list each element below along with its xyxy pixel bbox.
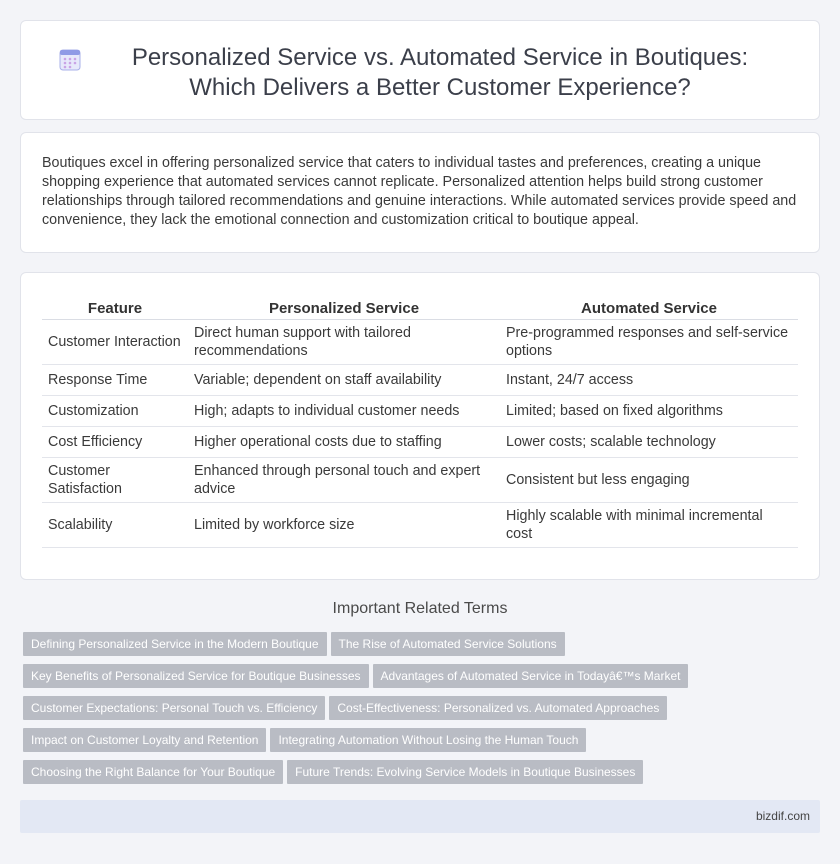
table-cell: Higher operational costs due to staffing — [188, 426, 500, 457]
table-cell: Pre-programmed responses and self-service options — [500, 319, 798, 364]
comparison-card — [20, 272, 820, 580]
table-cell: Customer Satisfaction — [42, 457, 188, 502]
table-cell: Limited; based on fixed algorithms — [500, 395, 798, 426]
footer-bar — [20, 800, 820, 833]
table-cell: Enhanced through personal touch and expert advice — [188, 457, 500, 502]
related-term-tag[interactable]: The Rise of Automated Service Solutions — [331, 632, 565, 656]
comparison-table — [42, 297, 798, 548]
table-cell: Customer Interaction — [42, 319, 188, 364]
related-term-tag[interactable]: Defining Personalized Service in the Modern Boutique — [23, 632, 327, 656]
related-term-tag[interactable]: Impact on Customer Loyalty and Retention — [23, 728, 266, 752]
table-header-row — [42, 297, 798, 319]
table-row — [42, 319, 798, 364]
related-term-tag[interactable]: Choosing the Right Balance for Your Boutique — [23, 760, 283, 784]
related-term-tag[interactable]: Key Benefits of Personalized Service for Boutique Businesses — [23, 664, 369, 688]
table-row — [42, 502, 798, 547]
related-term-tag[interactable]: Customer Expectations: Personal Touch vs. Efficiency — [23, 696, 325, 720]
related-term-tag[interactable]: Integrating Automation Without Losing the Human Touch — [270, 728, 586, 752]
column-header-automated: Automated Service — [500, 297, 798, 319]
related-term-tag[interactable]: Advantages of Automated Service in Todayâ€™s Market — [373, 664, 689, 688]
table-cell: Cost Efficiency — [42, 426, 188, 457]
table-cell: Limited by workforce size — [188, 502, 500, 547]
related-terms-heading: Important Related Terms — [332, 600, 508, 617]
table-row — [42, 395, 798, 426]
table-cell: Instant, 24/7 access — [500, 364, 798, 395]
table-cell: Direct human support with tailored recommendations — [188, 319, 500, 364]
title-card — [20, 20, 820, 120]
related-term-tag[interactable]: Cost-Effectiveness: Personalized vs. Automated Approaches — [329, 696, 667, 720]
related-terms-list — [23, 632, 723, 792]
table-cell: Customization — [42, 395, 188, 426]
related-term-tag[interactable]: Future Trends: Evolving Service Models in Boutique Businesses — [287, 760, 643, 784]
table-cell: Highly scalable with minimal incremental cost — [500, 502, 798, 547]
table-row — [42, 364, 798, 395]
table-row — [42, 426, 798, 457]
column-header-feature: Feature — [42, 297, 188, 319]
table-cell: Lower costs; scalable technology — [500, 426, 798, 457]
table-row — [42, 457, 798, 502]
table-cell: Response Time — [42, 364, 188, 395]
intro-card — [20, 132, 820, 253]
table-cell: Variable; dependent on staff availability — [188, 364, 500, 395]
table-cell: High; adapts to individual customer needs — [188, 395, 500, 426]
table-cell: Scalability — [42, 502, 188, 547]
page-title: Personalized Service vs. Automated Service in Boutiques: Which Delivers a Better Customer Experience? — [131, 44, 749, 101]
footer-site-link[interactable]: bizdif.com — [755, 809, 810, 823]
intro-paragraph: Boutiques excel in offering personalized service that caters to individual tastes and preferences, creating a unique shopping experience that automated services cannot replicate. Personalized attention helps build strong customer relationships through tailored recommendations and genuine interactions. While automated services provide speed and convenience, they lack the emotional connection and customization critical to boutique appeal. — [42, 155, 797, 228]
table-cell: Consistent but less engaging — [500, 457, 798, 502]
column-header-personalized: Personalized Service — [188, 297, 500, 319]
